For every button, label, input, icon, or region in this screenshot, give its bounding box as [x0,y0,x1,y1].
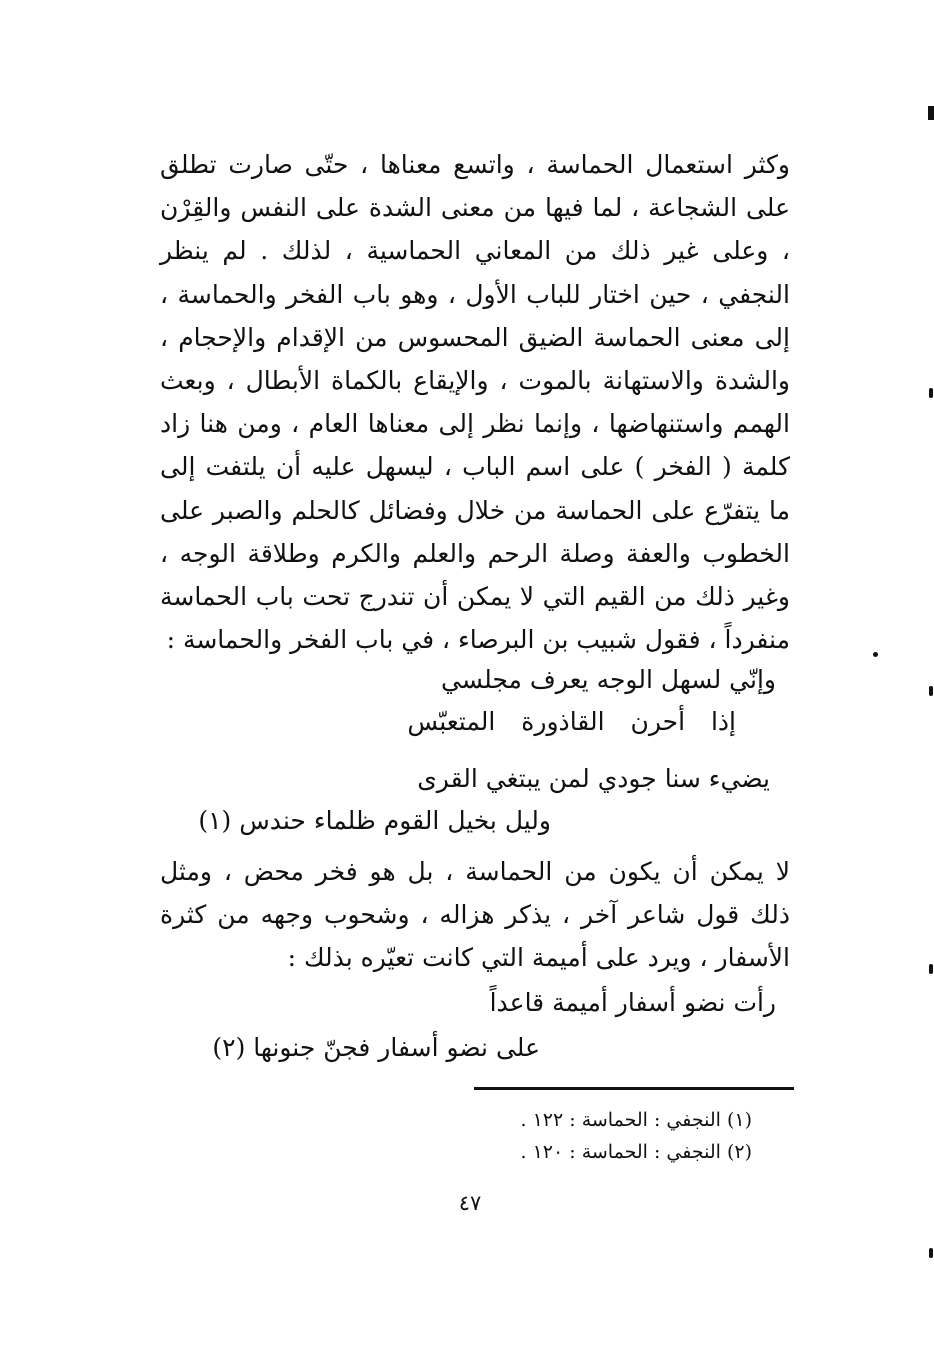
scan-speck [873,652,878,657]
scan-margin-mark [929,964,933,974]
scan-margin-mark [929,686,933,696]
poem-1-hemistich-1: وإنّي لسهل الوجه يعرف مجلسي [441,665,776,694]
scan-margin-mark [929,388,933,398]
poem-2-hemistich-2: على نضو أسفار فجنّ جنونها (٢) [212,1033,540,1062]
poem-2-hemistich-1: رأت نضو أسفار أميمة قاعداً [489,988,776,1017]
footnote-1: (١) النجفي : الحماسة : ١٢٢ . [520,1109,752,1131]
body-paragraph-2: لا يمكن أن يكون من الحماسة ، بل هو فخر محض ، ومثل ذلك قول شاعر آخر ، يذكر هزاله ، وشحوب وجهه من كثرة الأسفار ، ويرد على أميمة التي كانت تعيّره بذلك : [160,857,790,973]
poem-1-hemistich-2: إذا أحرن القاذورة المتعبّس [407,707,736,736]
page-number: ٤٧ [458,1191,482,1215]
poem-1-hemistich-3: يضيء سنا جودي لمن يبتغي القرى [417,764,770,793]
body-paragraph-1: وكثر استعمال الحماسة ، واتسع معناها ، حتّى صارت تطلق على الشجاعة ، لما فيها من معنى الشدة على النفس والقِرْن ، وعلى غير ذلك من المعاني الحماسية ، لذلك . لم ينظر النجفي ، حين اختار للباب الأول ، وهو باب الفخر والحماسة ، إلى معنى الحماسة الضيق المحسوس من الإقدام والإحجام ، والشدة والاستهانة بالموت ، والإيقاع بالكماة الأبطال ، وبعث الهمم واستنهاضها ، وإنما نظر إلى معناها العام ، ومن هنا زاد كلمة ( الفخر ) على اسم الباب ، ليسهل عليه أن يلتفت إلى ما يتفرّع على الحماسة من خلال وفضائل كالحلم والصبر على الخطوب والعفة وصلة الرحم والعلم والكرم وطلاقة الوجه ، وغير ذلك من القيم التي لا يمكن أن تندرج تحت باب الحماسة منفرداً ، فقول شبيب بن البرصاء ، في باب الفخر والحماسة : [160,150,790,655]
poem-1-hemistich-4: وليل بخيل القوم ظلماء حندس (١) [198,806,551,835]
scan-margin-mark [928,106,934,120]
scan-margin-mark [929,1248,933,1258]
footnote-2: (٢) النجفي : الحماسة : ١٢٠ . [520,1141,752,1163]
footnote-separator [474,1087,794,1090]
